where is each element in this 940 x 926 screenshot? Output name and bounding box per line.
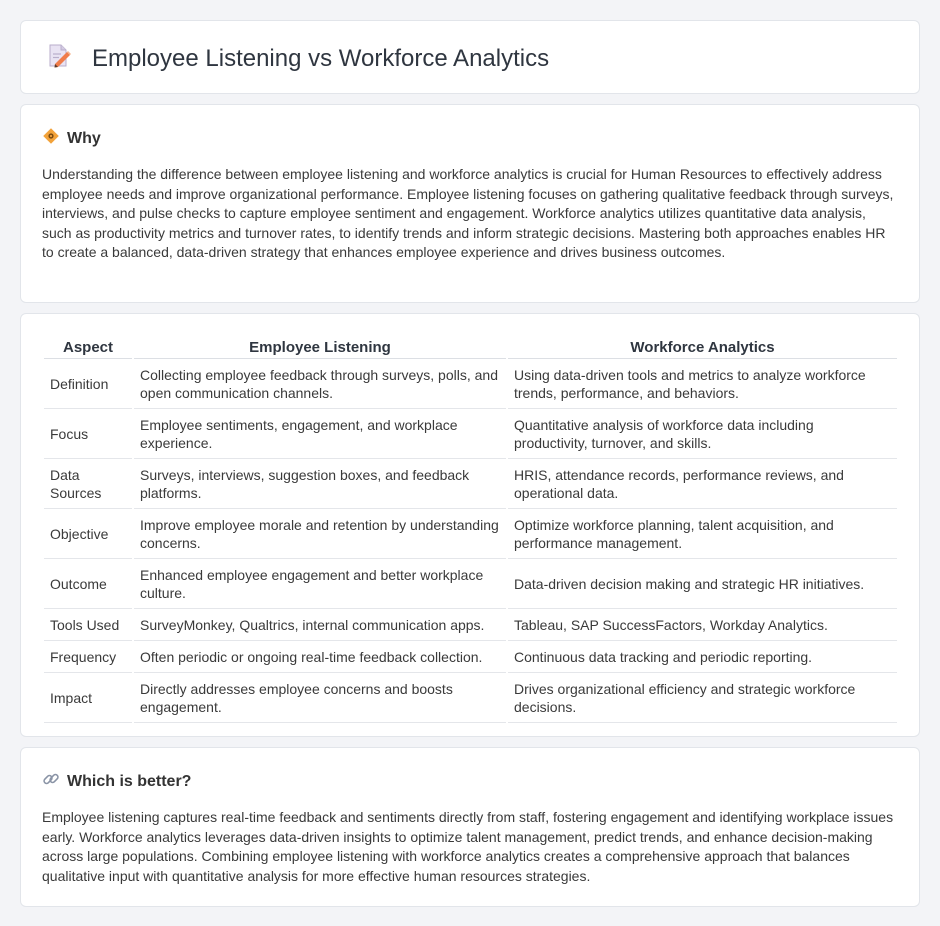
row-aspect: Tools Used — [44, 609, 132, 641]
header-aspect: Aspect — [44, 335, 132, 359]
which-better-card — [20, 747, 920, 907]
row-aspect: Frequency — [44, 641, 132, 673]
row-aspect: Outcome — [44, 559, 132, 609]
row-employee-listening: Employee sentiments, engagement, and workplace experience. — [134, 409, 506, 459]
row-workforce-analytics: Tableau, SAP SuccessFactors, Workday Analytics. — [508, 609, 897, 641]
row-aspect: Data Sources — [44, 459, 132, 509]
why-heading: Why — [67, 129, 101, 147]
table-row — [44, 509, 897, 559]
comparison-table — [42, 335, 899, 723]
row-workforce-analytics: Using data-driven tools and metrics to analyze workforce trends, performance, and behaviors. — [508, 359, 897, 409]
table-row — [44, 673, 897, 723]
row-workforce-analytics: Drives organizational efficiency and strategic workforce decisions. — [508, 673, 897, 723]
document-pencil-icon — [46, 43, 72, 74]
row-employee-listening: Surveys, interviews, suggestion boxes, and feedback platforms. — [134, 459, 506, 509]
row-employee-listening: Often periodic or ongoing real-time feedback collection. — [134, 641, 506, 673]
why-card — [20, 104, 920, 303]
table-row — [44, 359, 897, 409]
row-employee-listening: Improve employee morale and retention by understanding concerns. — [134, 509, 506, 559]
page-title: Employee Listening vs Workforce Analytics — [92, 44, 550, 72]
row-employee-listening: SurveyMonkey, Qualtrics, internal communication apps. — [134, 609, 506, 641]
row-aspect: Impact — [44, 673, 132, 723]
better-heading: Which is better? — [67, 772, 192, 790]
why-text: Understanding the difference between employee listening and workforce analytics is crucial for Human Resources to effectively address employee needs and improve organizational performance. Employee listening focuses on gathering qualitative feedback through surveys, interviews, and pulse checks to capture employee sentiment and engagement. Workforce analytics utilizes quantitative data analysis, such as productivity metrics and turnover rates, to identify trends and inform strategic decisions. Mastering both approaches enables HR to create a balanced, data-driven strategy that enhances employee experience and drives business outcomes. — [42, 166, 894, 261]
better-text: Employee listening captures real-time feedback and sentiments directly from staff, fostering engagement and identifying workplace issues early. Workforce analytics leverages data-driven insights to optimize talent management, predict trends, and enhance decision-making across large populations. Combining employee listening with workforce analytics creates a comprehensive approach that balances qualitative input with quantitative analysis for more effective human resources strategies. — [42, 809, 894, 884]
table-row — [44, 409, 897, 459]
table-row — [44, 609, 897, 641]
comparison-table-card — [20, 313, 920, 737]
row-aspect: Objective — [44, 509, 132, 559]
row-employee-listening: Directly addresses employee concerns and boosts engagement. — [134, 673, 506, 723]
table-row — [44, 559, 897, 609]
why-heading-row — [42, 127, 101, 150]
table-row — [44, 641, 897, 673]
row-aspect: Definition — [44, 359, 132, 409]
link-icon — [42, 770, 60, 793]
row-workforce-analytics: Optimize workforce planning, talent acquisition, and performance management. — [508, 509, 897, 559]
better-heading-row — [42, 770, 191, 793]
row-workforce-analytics: Quantitative analysis of workforce data including productivity, turnover, and skills. — [508, 409, 897, 459]
row-employee-listening: Enhanced employee engagement and better workplace culture. — [134, 559, 506, 609]
row-workforce-analytics: HRIS, attendance records, performance reviews, and operational data. — [508, 459, 897, 509]
title-card — [20, 20, 920, 94]
row-aspect: Focus — [44, 409, 132, 459]
row-employee-listening: Collecting employee feedback through surveys, polls, and open communication channels. — [134, 359, 506, 409]
title-row — [46, 43, 549, 74]
table-row — [44, 459, 897, 509]
header-workforce-analytics: Workforce Analytics — [508, 335, 897, 359]
row-workforce-analytics: Continuous data tracking and periodic reporting. — [508, 641, 897, 673]
table-header-row — [44, 335, 897, 359]
diamond-icon — [42, 127, 60, 150]
header-employee-listening: Employee Listening — [134, 335, 506, 359]
row-workforce-analytics: Data-driven decision making and strategic HR initiatives. — [508, 559, 897, 609]
